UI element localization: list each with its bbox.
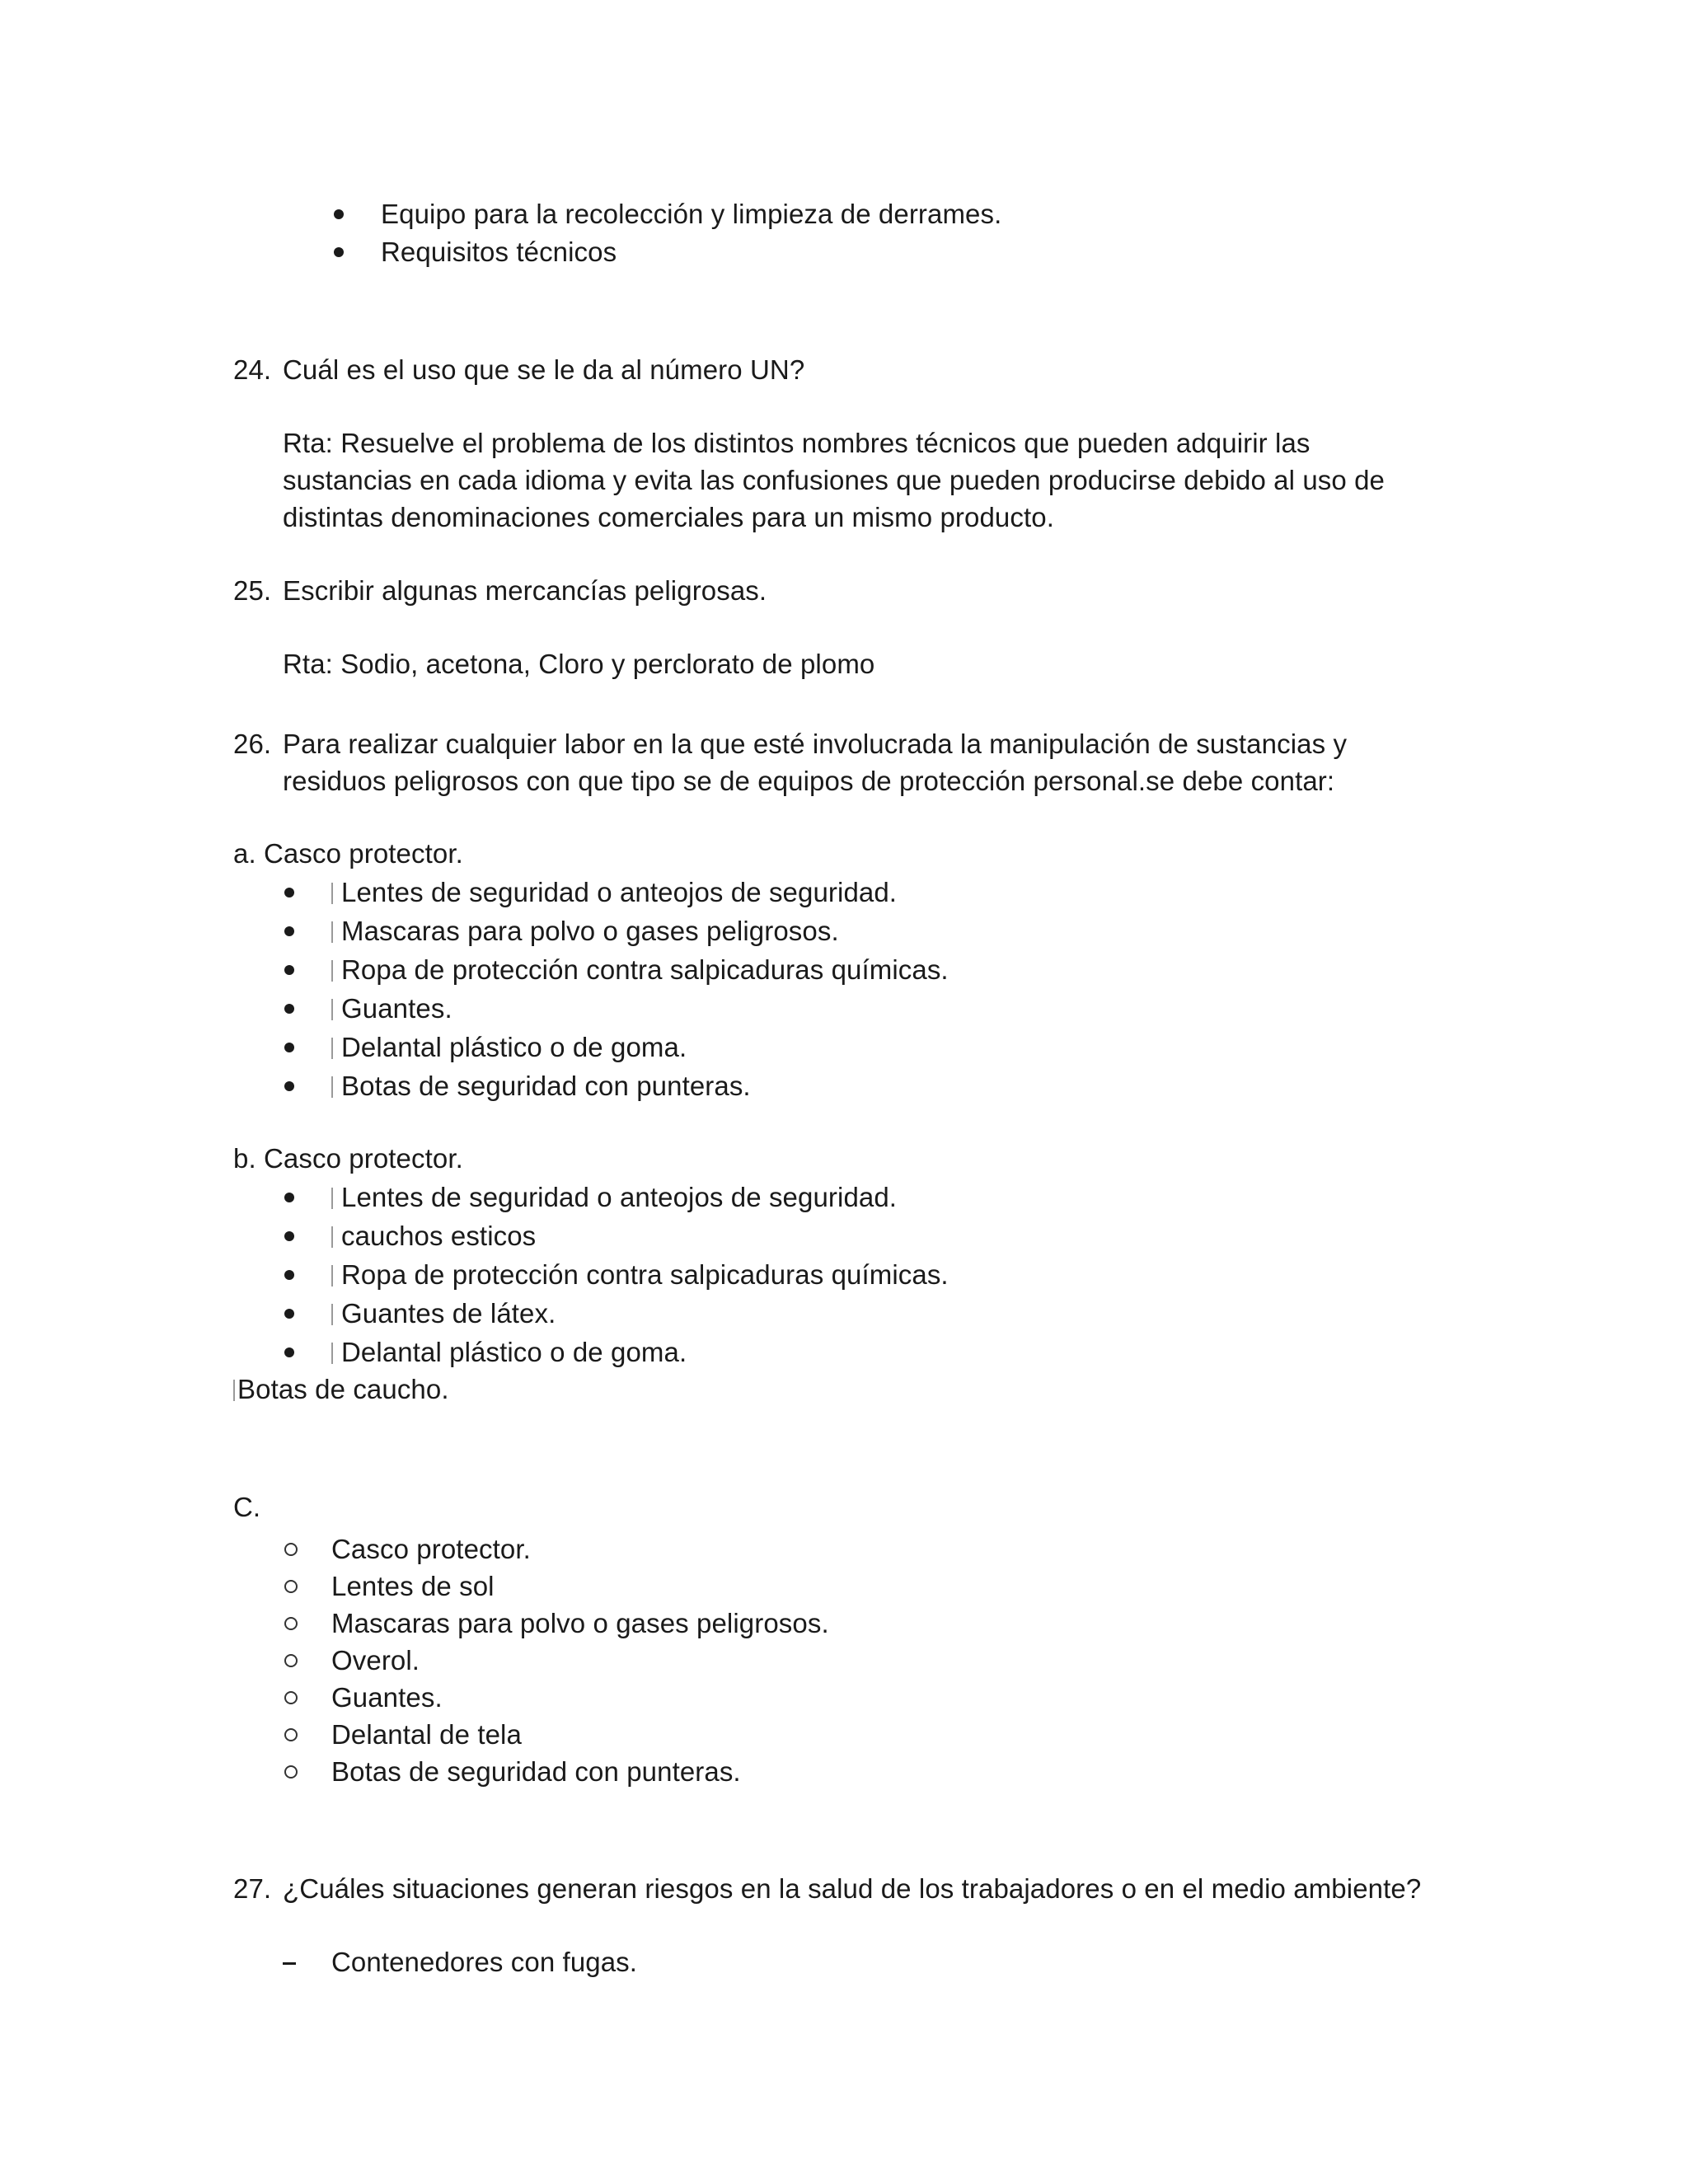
option-item [331, 991, 452, 1027]
bar-glyph-icon [331, 1265, 333, 1286]
option-item-text: Ropa de protección contra salpicaduras químicas. [341, 1259, 949, 1290]
option-item-text: Lentes de seguridad o anteojos de seguridad. [341, 877, 898, 907]
option-item [331, 913, 839, 949]
option-item [331, 952, 949, 988]
option-item-text: Guantes. [331, 1682, 443, 1713]
question-number: 24. [233, 354, 272, 385]
option-item-text: Delantal de tela [331, 1719, 522, 1750]
option-item-text: Delantal plástico o de goma. [341, 1337, 687, 1367]
bullet-dot [334, 209, 344, 219]
bar-glyph-icon [331, 1343, 333, 1364]
bar-glyph-icon [331, 1304, 333, 1325]
bullet-dot [284, 1081, 294, 1091]
bar-glyph-icon [331, 1226, 333, 1248]
option-item-text: Lentes de seguridad o anteojos de seguridad. [341, 1182, 898, 1212]
hollow-bullet-icon [284, 1617, 298, 1630]
bullet-dot [284, 1043, 294, 1052]
answer-text: distintas denominaciones comerciales para un mismo producto. [283, 502, 1054, 532]
option-item [331, 1218, 536, 1254]
answer-text: sustancias en cada idioma y evita las confusiones que pueden producirse debido al uso de [283, 465, 1386, 495]
bar-glyph-icon [331, 1076, 333, 1098]
answer-text: Rta: Resuelve el problema de los distintos nombres técnicos que pueden adquirir las [283, 428, 1311, 458]
bar-glyph-icon [331, 883, 333, 904]
intro-bullet-text: Requisitos técnicos [381, 237, 617, 267]
bar-glyph-icon [233, 1380, 235, 1401]
bar-glyph-icon [331, 999, 333, 1020]
option-item-text: Lentes de sol [331, 1571, 495, 1601]
option-title: a. Casco protector. [233, 838, 463, 869]
hollow-bullet-icon [284, 1691, 298, 1704]
intro-bullet-text: Equipo para la recolección y limpieza de derrames. [381, 199, 1002, 229]
bullet-dot [284, 1270, 294, 1280]
hollow-bullet-icon [284, 1580, 298, 1593]
question-number: 27. [233, 1873, 272, 1904]
bullet-dot [284, 1004, 294, 1014]
option-item [331, 1334, 687, 1371]
option-item-text: Botas de seguridad con punteras. [341, 1071, 751, 1101]
option-item-text: Delantal plástico o de goma. [341, 1032, 687, 1062]
option-item [331, 1029, 687, 1066]
bar-glyph-icon [331, 1188, 333, 1209]
option-title: b. Casco protector. [233, 1143, 463, 1174]
option-item [331, 1296, 556, 1332]
bullet-dot [284, 1347, 294, 1357]
hollow-bullet-icon [284, 1728, 298, 1741]
bullet-dot [334, 247, 344, 257]
option-item [331, 1068, 751, 1104]
option-item-text: cauchos esticos [341, 1221, 537, 1251]
question-text: residuos peligrosos con que tipo se de equipos de protección personal.se debe contar: [283, 766, 1335, 796]
option-item [331, 874, 897, 911]
option-item-text: Overol. [331, 1645, 420, 1675]
dash-bullet-icon [283, 1962, 296, 1965]
option-item-text: Casco protector. [331, 1534, 531, 1564]
option-item-text: Mascaras para polvo o gases peligrosos. [331, 1608, 829, 1638]
bullet-dot [284, 888, 294, 898]
option-item [331, 1179, 897, 1216]
option-item [331, 1257, 949, 1293]
hollow-bullet-icon [284, 1654, 298, 1667]
option-item-text: Botas de seguridad con punteras. [331, 1756, 741, 1787]
bar-glyph-icon [331, 1038, 333, 1059]
option-item-text: Ropa de protección contra salpicaduras químicas. [341, 954, 949, 985]
question-text: Para realizar cualquier labor en la que esté involucrada la manipulación de sustancias y [283, 729, 1348, 759]
question-number: 26. [233, 729, 272, 759]
bullet-dot [284, 1231, 294, 1241]
bullet-dot [284, 1193, 294, 1202]
bar-glyph-icon [331, 921, 333, 943]
option-item-text: Mascaras para polvo o gases peligrosos. [341, 916, 839, 946]
question-text: Escribir algunas mercancías peligrosas. [283, 575, 767, 606]
option-item-text: Guantes de látex. [341, 1298, 556, 1329]
answer-text: Rta: Sodio, acetona, Cloro y perclorato de plomo [283, 649, 875, 679]
hollow-bullet-icon [284, 1543, 298, 1556]
list-item-text: Contenedores con fugas. [331, 1947, 638, 1977]
option-item-text: Botas de caucho. [237, 1374, 449, 1404]
hollow-bullet-icon [284, 1765, 298, 1779]
bullet-dot [284, 1309, 294, 1319]
bullet-dot [284, 926, 294, 936]
option-trailing-item [233, 1371, 449, 1408]
question-text: ¿Cuáles situaciones generan riesgos en la salud de los trabajadores o en el medio ambiente? [283, 1873, 1422, 1904]
question-number: 25. [233, 575, 272, 606]
question-text: Cuál es el uso que se le da al número UN? [283, 354, 805, 385]
bullet-dot [284, 965, 294, 975]
option-title: C. [233, 1492, 261, 1522]
bar-glyph-icon [331, 960, 333, 982]
option-item-text: Guantes. [341, 993, 452, 1024]
